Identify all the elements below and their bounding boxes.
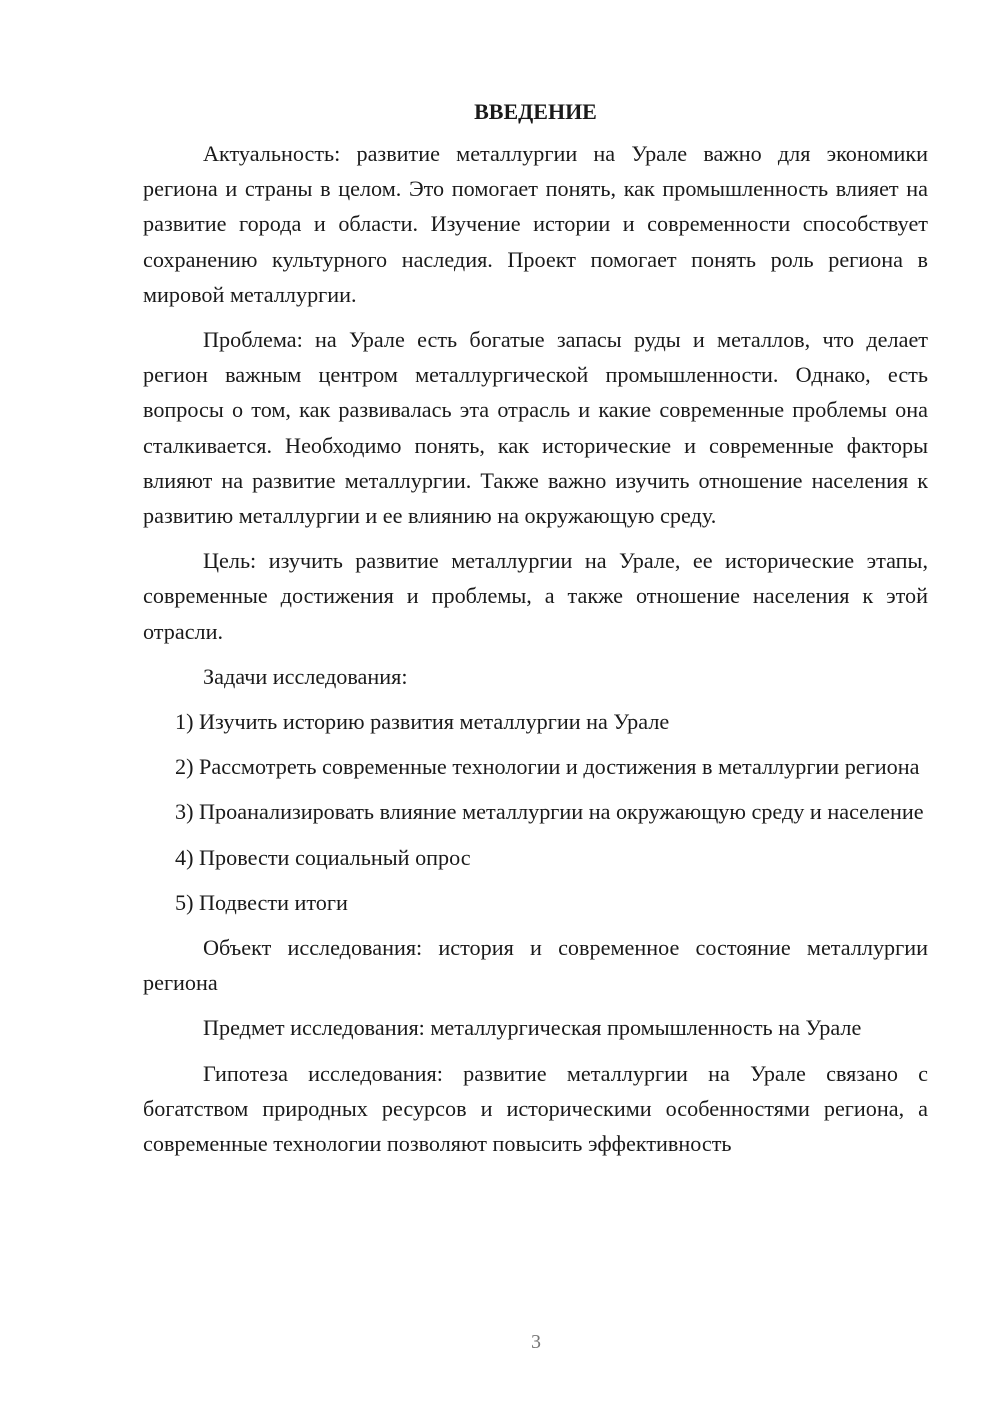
task-item: 4) Провести социальный опрос <box>175 844 471 870</box>
task-item: 2) Рассмотреть современные технологии и достижения в металлургии региона <box>175 754 920 780</box>
page-number: 3 <box>531 1331 541 1353</box>
page-title: ВВЕДЕНИЕ <box>474 99 597 124</box>
paragraph-hypothesis: Гипотеза исследования: развитие металлургии на Урале связано с богатством природных ресурсов и историческими особенностями региона, а современные технологии позволяют повысить эффективность <box>143 1060 928 1157</box>
task-item: 3) Проанализировать влияние металлургии на окружающую среду и население <box>175 799 924 825</box>
task-item: 5) Подвести итоги <box>175 889 348 915</box>
paragraph-goal: Цель: изучить развитие металлургии на Урале, ее исторические этапы, современные достижения и проблемы, а также отношение населения к этой отрасли. <box>143 548 928 644</box>
tasks-heading: Задачи исследования: <box>203 663 408 689</box>
document-page <box>143 92 928 1171</box>
paragraph-relevance: Актуальность: развитие металлургии на Урале важно для экономики региона и страны в целом. Это помогает понять, как промышленность влияет на развитие города и области. Изучение истории и современности способствует сохранению культурного наследия. Проект помогает понять роль региона в мировой металлургии. <box>143 141 928 307</box>
paragraph-problem: Проблема: на Урале есть богатые запасы руды и металлов, что делает регион важным центром металлургической промышленности. Однако, есть вопросы о том, как развивалась эта отрасль и какие современные проблемы она сталкивается. Необходимо понять, как исторические и современные факторы влияют на развитие металлургии. Также важно изучить отношение населения к развитию металлургии и ее влиянию на окружающую среду. <box>143 327 928 529</box>
task-item: 1) Изучить историю развития металлургии на Урале <box>175 709 670 735</box>
paragraph-subject: Предмет исследования: металлургическая промышленность на Урале <box>203 1015 862 1041</box>
paragraph-object: Объект исследования: история и современное состояние металлургии региона <box>143 935 928 996</box>
